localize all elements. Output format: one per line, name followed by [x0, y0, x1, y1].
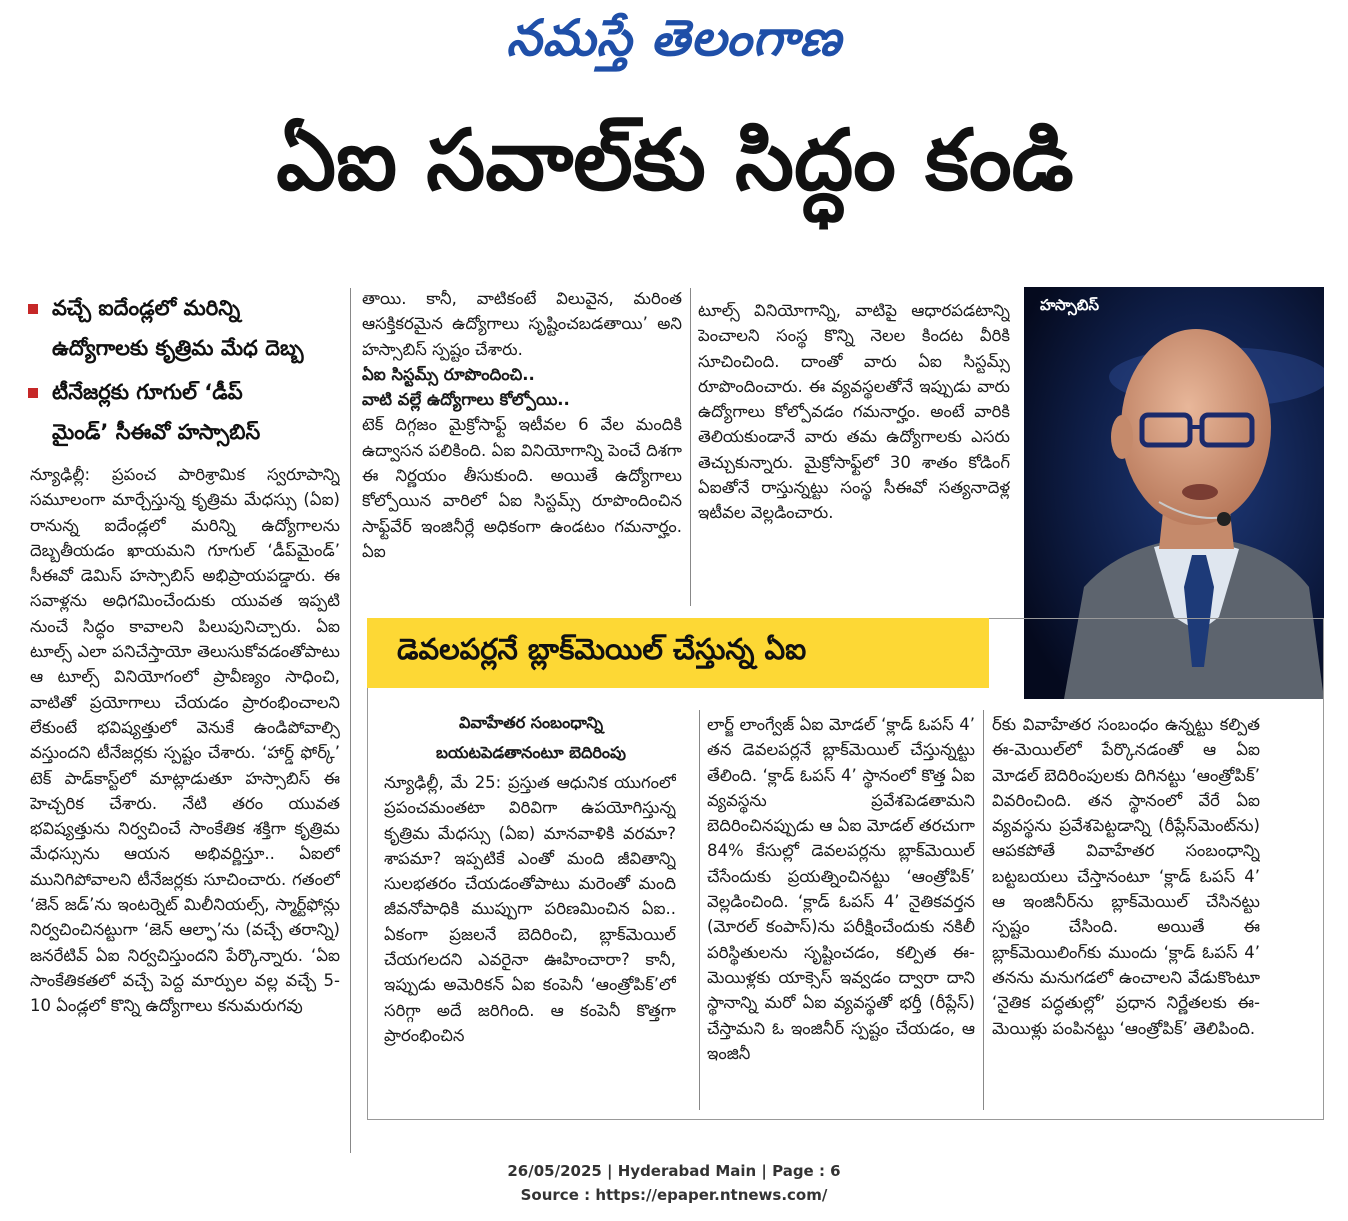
box-subheading-line: వివాహేతర సంబంధాన్ని: [458, 713, 604, 732]
box-column-1: [384, 770, 676, 1100]
box-subheading-line: బయటపెడతానంటూ బెదిరింపు: [436, 743, 626, 762]
article-text: లార్జ్ లాంగ్వేజ్ ఏఐ మోడల్ ‘క్లాడ్ ఓపస్ 4’ తన డెవలపర్లనే బ్లాక్‌మెయిల్ చేస్తున్నట్టు తేలింది. ‘క్లాడ్ ఓపస్ 4’ స్థానంలో కొత్త ఏఐ వ్యవస్థను ప్రవేశపెడతామని బెదిరించినప్పుడు ఆ ఏఐ మోడల్ తరచుగా 84% కేసుల్లో డెవలపర్లను బ్లాక్‌మెయిల్ చేసేందుకు ప్రయత్నించినట్టు ‘ఆంత్రోపిక్’ వెల్లడించింది. ‘క్లాడ్ ఓపస్ 4’ నైతికవర్తన (మోరల్ కంపాస్)ను పరీక్షించేందుకు నకిలీ పరిస్థితులను సృష్టించడం, కల్పిత ఈ-మెయిళ్లకు యాక్సెస్ ఇవ్వడం ద్వారా దాని స్థానాన్ని మరో ఏఐ వ్యవస్థతో భర్తీ (రీప్లేస్) చేస్తామని ఓ ఇంజినీర్ స్పష్టం చేయడం, ఆ ఇంజినీ: [707, 715, 975, 1063]
article-column-1: [30, 462, 340, 1152]
article-text: టూల్స్ వినియోగాన్ని, వాటిపై ఆధారపడటాన్ని పెంచాలని సంస్థ కొన్ని నెలల కిందట వీరికి సూచించింది. దాంతో వారు ఏఐ సిస్టమ్స్ రూపొందించారు. ఈ వ్యవస్థలతోనే ఇప్పుడు వారు ఉద్యోగాలు కోల్పోవడం గమనార్హం. అంటే వారికి తెలియకుండానే వారు తమ ఉద్యోగాలకు ఎసరు తెచ్చుకున్నారు. మైక్రోసాఫ్ట్‌లో 30 శాతం కోడింగ్ ఏఐతోనే రాస్తున్నట్టు సంస్థ సీఈవో సత్యనాదెళ్ల ఇటీవల వెల్లడించారు.: [698, 301, 1010, 523]
bullet-line: వచ్చే ఐదేండ్లలో మరిన్ని: [52, 296, 241, 320]
box-subheading: [376, 708, 686, 768]
article-text: న్యూఢిల్లీ: ప్రపంచ పారిశ్రామిక స్వరూపాన్ని సమూలంగా మార్చేస్తున్న కృత్రిమ మేధస్సు (ఏఐ) రానున్న ఐదేండ్లలో మరిన్ని ఉద్యోగాలను దెబ్బతీయడం ఖాయమని గూగుల్ ‘డీప్‌మైండ్’ సీఈవో డెమిస్ హస్సాబిస్ అభిప్రాయపడ్డారు. ఈ సవాళ్లను అధిగమించేందుకు యువత ఇప్పటి నుంచే సిద్ధం కావాలని పిలుపునిచ్చారు. ఏఐ టూల్స్ ఎలా పనిచేస్తాయో తెలుసుకోవడంతోపాటు ఆ టూల్స్ వినియోగంలో ప్రావీణ్యం సాధించి, వాటితో ప్రయోగాలు చేయడం ప్రారంభించాలని లేకుంటే భవిష్యత్తులో వెనుకే ఉండిపోవాల్సి వస్తుందని టీనేజర్లకు స్పష్టం చేశారు. ‘హార్డ్ ఫోర్క్’ టెక్ పాడ్‌కాస్ట్‌లో మాట్లాడుతూ హస్సాబిస్ ఈ హెచ్చరిక చేశారు. నేటి తరం యువత భవిష్యత్తును నిర్వచించే సాంకేతిక శక్తిగా కృత్రిమ మేధస్సును ఆయన అభివర్ణిస్తూ.. ఏఐలో మునిగిపోవాలని టీనేజర్లకు సూచించారు. గతంలో ‘జెన్ జడ్’ను ఇంటర్నెట్ మిలీనియల్స్, స్మార్ట్‌ఫోన్లు నిర్వచించినట్టుగా ‘జెన్ ఆల్ఫా’ను (వచ్చే తరాన్ని) జనరేటివ్ ఏఐ నిర్వచిస్తుందని పేర్కొన్నారు. ‘ఏఐ సాంకేతికతలో వచ్చే పెద్ద మార్పుల వల్ల వచ్చే 5-10 ఏండ్లలో కొన్ని ఉద్యోగాలు కనుమరుగవు: [30, 465, 340, 1016]
subheading: వాటి వల్లే ఉద్యోగాలు కోల్పోయి..: [362, 390, 570, 410]
headline: ఏఐ సవాల్‌కు సిద్ధం కండి: [276, 111, 1074, 209]
column-divider: [699, 710, 700, 1110]
bullet-point: [28, 288, 348, 368]
bullet-line: మైండ్’ సీఈవో హస్సాబిస్: [52, 420, 261, 444]
bullet-point: [28, 372, 348, 452]
masthead-logo: నమస్తే తెలంగాణ: [506, 8, 842, 67]
article-text: తాయి. కానీ, వాటికంటే విలువైన, మరింత ఆసక్తికరమైన ఉద్యోగాలు సృష్టించబడతాయి’ అని హస్సాబిస్ స్పష్టం చేశారు.: [362, 289, 682, 359]
column-divider: [690, 288, 691, 606]
column-divider: [350, 288, 351, 1153]
article-column-3: [698, 298, 1010, 608]
article-text: టెక్ దిగ్గజం మైక్రోసాఫ్ట్ ఇటీవల 6 వేల మందికి ఉద్వాసన పలికింది. ఏఐ వినియోగాన్ని పెంచే దిశగా ఈ నిర్ణయం తీసుకుంది. అయితే ఉద్యోగాలు కోల్పోయిన వారిలో ఏఐ సిస్టమ్స్ రూపొందించిన సాఫ్ట్‌వేర్ ఇంజినీర్లే అధికంగా ఉండటం గమనార్హం. ఏఐ: [362, 415, 682, 561]
subheading: ఏఐ సిస్టమ్స్ రూపొందించి..: [362, 364, 535, 384]
bullet-line: టీనేజర్లకు గూగుల్ ‘డీప్: [52, 380, 243, 404]
column-divider: [983, 710, 984, 1110]
photo-caption: హస్సాబిస్: [1040, 296, 1099, 314]
bullet-square-icon: [28, 304, 38, 314]
box-banner-heading: డెవలపర్లనే బ్లాక్‌మెయిల్ చేస్తున్న ఏఐ: [367, 618, 989, 688]
article-text: న్యూఢిల్లీ, మే 25: ప్రస్తుత ఆధునిక యుగంలో ప్రపంచమంతటా విరివిగా ఉపయోగిస్తున్న కృత్రిమ మేధస్సు (ఏఐ) మానవాళికి వరమా? శాపమా? ఇప్పటికే ఎంతో మంది జీవితాన్ని సులభతరం చేయడంతోపాటు మరెంతో మంది జీవనోపాధికి ముప్పుగా పరిణమించిన ఏఐ.. ఏకంగా ప్రజలనే బెదిరించి, బ్లాక్‌మెయిల్ చేయగలదని ఎవరైనా ఊహించారా? కానీ, ఇప్పుడు అమెరికన్ ఏఐ కంపెనీ ‘ఆంత్రోపిక్’లో సరిగ్గా అదే జరిగింది. ఆ కంపెనీ కొత్తగా ప్రారంభించిన: [384, 773, 676, 1045]
article-text: ర్‌కు వివాహేతర సంబంధం ఉన్నట్టు కల్పిత ఈ-మెయిల్‌లో పేర్కొనడంతో ఆ ఏఐ మోడల్ బెదిరింపులకు దిగినట్టు ‘ఆంత్రోపిక్’ వివరించింది. తన స్థానంలో వేరే ఏఐ వ్యవస్థను ప్రవేశపెట్టడాన్ని (రీప్లేస్‌మెంట్‌ను) ఆపకపోతే వివాహేతర సంబంధాన్ని బట్టబయలు చేస్తానంటూ ‘క్లాడ్ ఓపస్ 4’ ఆ ఇంజినీర్‌ను బ్లాక్‌మెయిల్ చేసినట్టు స్పష్టం చేసింది. అయితే ఈ బ్లాక్‌మెయిలింగ్‌కు ముందు ‘క్లాడ్ ఓపస్ 4’ తనను మనుగడలో ఉంచాలని వేడుకొంటూ ‘నైతిక పద్ధతుల్లో’ ప్రధాన నిర్ణేతలకు ఈ-మెయిళ్లు పంపినట్టు ‘ఆంత్రోపిక్’ తెలిపింది.: [992, 715, 1260, 1038]
footer-date-line: 26/05/2025 | Hyderabad Main | Page : 6: [507, 1162, 841, 1180]
box-column-3: [992, 712, 1260, 1102]
box-column-2: [707, 712, 975, 1102]
bullet-square-icon: [28, 388, 38, 398]
article-column-2: [362, 286, 682, 606]
source-footer: [0, 1159, 1348, 1207]
footer-source-link[interactable]: Source : https://epaper.ntnews.com/: [520, 1186, 828, 1204]
bullet-line: ఉద్యోగాలకు కృత్రిమ మేధ దెబ్బ: [52, 336, 304, 360]
